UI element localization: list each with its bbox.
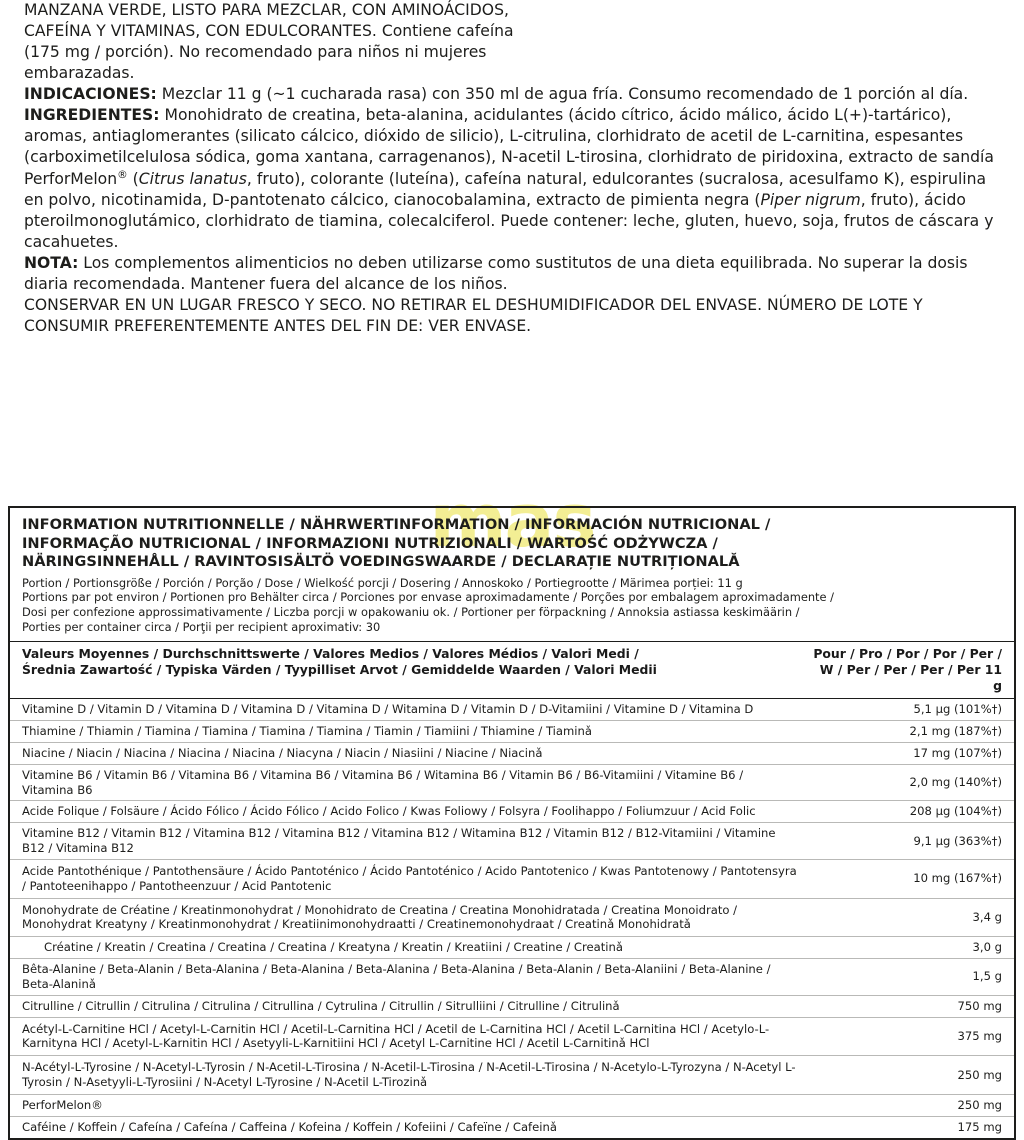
nutrient-name: N-Acétyl-L-Tyrosine / N-Acetyl-L-Tyrosin / N-Acetil-L-Tirosina / N-Acetil-L-Tirosina / N-Acetil-L-Tirosina / N-Acetylo-L-Tyrozyna / N-Acetyl L-Tyrosin / N-Asetyyli-L-Tyrosiini / N-Acetyl L-Tyrosine / N-Acetil L-Tirozinǎ (22, 1060, 796, 1090)
nutrition-row (10, 1095, 1014, 1117)
nutrition-information-panel (8, 506, 1016, 1140)
column-header-nutrient-line-1: Valeurs Moyennes / Durchschnittswerte / Valores Medios / Valores Médios / Valori Medi / (22, 645, 639, 661)
nutrient-name: Vitamine B6 / Vitamin B6 / Vitamina B6 / Vitamina B6 / Vitamina B6 / Witamina B6 / Vitamin B6 / B6-Vitamiini / Vitamine B6 / Vitamina B6 (22, 767, 744, 797)
nutrient-name: Vitamine D / Vitamin D / Vitamina D / Vitamina D / Vitamina D / Witamina D / Vitamin D / D-Vitamiini / Vitamine D / Vitamina D (22, 702, 754, 717)
ingredientes-text-d: , fruto), ácido pteroilmonoglutámico, clorhidrato de tiamina, colecalciferol. Puede contener: leche, gluten, huevo, soja, frutos de cáscara y cacahuetes. (24, 190, 994, 251)
column-header-amount-line-1: Pour / Pro / Por / Por / Per / (813, 645, 1002, 661)
piper-nigrum-italic: Piper nigrum (760, 190, 861, 209)
nutrient-amount: 250 mg (957, 1067, 1002, 1082)
servings-per-container-line-1: Portions par pot environ / Portionen pro Behälter circa / Porciones por envase aproximadamente / Porções por embalagem aproximadamente / (22, 590, 834, 605)
nutrient-name: Caféine / Koffein / Cafeína / Cafeína / Caffeina / Kofeina / Koffein / Kofeiini / Cafeïne / Cafeinǎ (22, 1119, 557, 1134)
nutrition-row (10, 823, 1014, 860)
nota-paragraph (24, 253, 994, 295)
nutrition-title-line-1: INFORMATION NUTRITIONNELLE / NÄHRWERTINFORMATION / INFORMACIÓN NUTRICIONAL / (22, 516, 771, 533)
servings-per-container-line-2: Dosi per confezione approssimativamente / Liczba porcji w opakowaniu ok. / Portioner per förpackning / Annoksia astiassa keskimäärin / (22, 605, 800, 620)
nutrient-amount: 375 mg (957, 1028, 1002, 1043)
nutrient-name: PerforMelon® (22, 1097, 103, 1112)
nutrient-amount: 175 mg (957, 1119, 1002, 1134)
storage-text: CONSERVAR EN UN LUGAR FRESCO Y SECO. NO RETIRAR EL DESHUMIDIFICADOR DEL ENVASE. NÚMERO DE LOTE Y CONSUMIR PREFERENTEMENTE ANTES DEL FIN DE: VER ENVASE. (24, 295, 923, 335)
ingredientes-label: INGREDIENTES: (24, 105, 160, 124)
indicaciones-text: Mezclar 11 g (~1 cucharada rasa) con 350 ml de agua fría. Consumo recomendado de 1 porción al día. (156, 84, 969, 103)
nutrient-amount: 1,5 g (972, 969, 1002, 984)
nutrient-name: Niacine / Niacin / Niacina / Niacina / Niacina / Niacyna / Niacin / Niasiini / Niacine / Niacinǎ (22, 745, 543, 760)
column-header-amount (808, 646, 1014, 694)
nutrient-name: Créatine / Kreatin / Creatina / Creatina / Creatina / Kreatyna / Kreatin / Kreatiini / Creatine / Creatinǎ (44, 940, 623, 955)
nutrient-amount: 250 mg (957, 1097, 1002, 1112)
nutrient-amount: 3,4 g (972, 909, 1002, 924)
nutrient-amount: 10 mg (167%†) (913, 871, 1002, 886)
indicaciones-paragraph (24, 84, 994, 105)
nutrient-amount: 750 mg (957, 998, 1002, 1013)
nutrition-row (10, 959, 1014, 996)
nutrition-row (10, 1018, 1014, 1057)
intro-line-4: embarazadas. (24, 63, 135, 82)
nutrition-row (10, 1056, 1014, 1095)
nota-text: Los complementos alimenticios no deben utilizarse como sustitutos de una dieta equilibrada. No superar la dosis diaria recomendada. Mantener fuera del alcance de los niños. (24, 253, 968, 293)
nutrition-row (10, 765, 1014, 802)
nutrition-title-line-3: NÄRINGSINNEHÅLL / RAVINTOSISÄLTÖ VOEDINGSWAARDE / DECLARAȚIE NUTRIȚIONALĂ (22, 553, 740, 571)
nutrient-name: Vitamine B12 / Vitamin B12 / Vitamina B12 / Vitamina B12 / Vitamina B12 / Witamina B12 / Vitamin B12 / B12-Vitamiini / Vitamine B12 / Vitamina B12 (22, 826, 776, 856)
nutrient-name: Bêta-Alanine / Beta-Alanin / Beta-Alanina / Beta-Alanina / Beta-Alanina / Beta-Alanina / Beta-Alanin / Beta-Alaniini / Beta-Alanine / Beta-Alaninǎ (22, 962, 771, 991)
indicaciones-label: INDICACIONES: (24, 84, 157, 103)
nutrient-amount: 5,1 µg (101%†) (913, 702, 1002, 717)
nutrient-amount: 2,0 mg (140%†) (909, 775, 1002, 790)
nutrition-row (10, 937, 1014, 959)
nutrient-amount: 3,0 g (972, 940, 1002, 955)
serving-size-line: Portion / Portionsgröße / Porción / Porção / Dose / Wielkość porcji / Dosering / Annoskoko / Portiegrootte / Märimea porției: 11 g (22, 575, 743, 590)
nutrition-row (10, 860, 1014, 899)
servings-per-container-line-3: Porties per container circa / Porţii per recipient aproximativ: 30 (22, 620, 381, 635)
column-header-amount-line-2: W / Per / Per / Per / Per 11 g (819, 662, 1002, 694)
nutrition-title-line-2: INFORMAÇÃO NUTRICIONAL / INFORMAZIONI NUTRIZIONALI / WARTOŚĆ ODŻYWCZA / (22, 534, 718, 552)
nutrition-row (10, 899, 1014, 938)
ingredientes-text-c: , fruto), colorante (luteína), cafeína natural, edulcorantes (sucralosa, acesulfamo K), espirulina en polvo, nicotinamida, D-pantotenato cálcico, cianocobalamina, extracto de pimienta negra ( (24, 169, 987, 209)
nutrient-name: Monohydrate de Créatine / Kreatinmonohydrat / Monohidrato de Creatina / Creatina Monohidratada / Creatina Monoidrato / Monohydrat Kreatyny / Kreatinmonohydrat / Kreatiinimonohydraatti / Creatinemonohydraat / Creatinǎ Monohidratǎ (22, 902, 738, 932)
nutrition-rows (10, 699, 1014, 1137)
nutrition-row (10, 721, 1014, 743)
intro-line-1: MANZANA VERDE, LISTO PARA MEZCLAR, CON AMINOÁCIDOS, (24, 1, 509, 19)
ingredientes-text-b: ( (127, 169, 139, 188)
intro-line-2: CAFEÍNA Y VITAMINAS, CON EDULCORANTES. Contiene cafeína (24, 21, 514, 40)
nutrition-row (10, 801, 1014, 823)
nutrient-name: Acide Folique / Folsäure / Ácido Fólico / Ácido Fólico / Acido Folico / Kwas Foliowy / Folsyra / Foolihappo / Foliumzuur / Acid Folic (22, 804, 756, 819)
nutrient-name: Citrulline / Citrullin / Citrulina / Citrulina / Citrullina / Cytrulina / Citrullin / Sitrulliini / Citrulline / Citrulinǎ (22, 998, 620, 1013)
nutrition-column-headers (10, 641, 1014, 699)
serving-info (22, 576, 1002, 639)
nutrient-amount: 17 mg (107%†) (913, 745, 1002, 760)
watermark-logo: mas (429, 478, 595, 564)
nutrition-panel-header (10, 508, 1014, 641)
nutrient-amount: 208 µg (104%†) (909, 804, 1002, 819)
nutrition-row (10, 699, 1014, 721)
nutrient-name: Acide Pantothénique / Pantothensäure / Ácido Pantoténico / Ácido Pantoténico / Acido Pantotenico / Kwas Pantotenowy / Pantotensyra / Pantoteenihappo / Pantotheenzuur / Acid Pantotenic (22, 863, 797, 893)
nutrient-name: Acétyl-L-Carnitine HCl / Acetyl-L-Carnitin HCl / Acetil-L-Carnitina HCl / Acetil de L-Carnitina HCl / Acetil L-Carnitina HCl / Acetylo-L-Karnityna HCl / Acetyl-L-Karnitin HCl / Asetyyli-L-Karnitiini HCl / Acetyl L-Carnitine HCl / Acetil L-Carnitinǎ HCl (22, 1021, 770, 1051)
nutrition-row (10, 743, 1014, 765)
intro-line-3: (175 mg / porción). No recomendado para niños ni mujeres (24, 42, 487, 61)
ingredientes-paragraph (24, 105, 994, 253)
column-header-nutrient (10, 646, 808, 694)
nota-label: NOTA: (24, 253, 79, 272)
nutrient-name: Thiamine / Thiamin / Tiamina / Tiamina / Tiamina / Tiamina / Tiamin / Tiamiini / Thiamine / Tiaminǎ (22, 724, 592, 739)
citrus-lanatus-italic: Citrus lanatus (138, 169, 247, 188)
nutrition-row (10, 996, 1014, 1018)
nutrition-row (10, 1117, 1014, 1138)
ingredientes-text-a: Monohidrato de creatina, beta-alanina, acidulantes (ácido cítrico, ácido málico, ácido L(+)-tartárico), aromas, antiaglomerantes (silicato cálcico, dióxido de silicio), L-citrulina, clorhidrato de acetil de L-carnitina, espesantes (carboximetilcelulosa sódica, goma xantana, carragenanos), N-acetil L-tirosina, clorhidrato de piridoxina, extracto de sandía PerforMelon (24, 105, 994, 188)
column-header-nutrient-line-2: Średnia Zawartość / Typiska Värden / Tyypilliset Arvot / Gemiddelde Waarden / Valori Medii (22, 662, 657, 678)
nutrient-amount: 2,1 mg (187%†) (909, 724, 1002, 739)
performelon-registered-mark: ® (117, 168, 128, 181)
nutrient-amount: 9,1 µg (363%†) (913, 833, 1002, 848)
product-description (0, 0, 1024, 337)
